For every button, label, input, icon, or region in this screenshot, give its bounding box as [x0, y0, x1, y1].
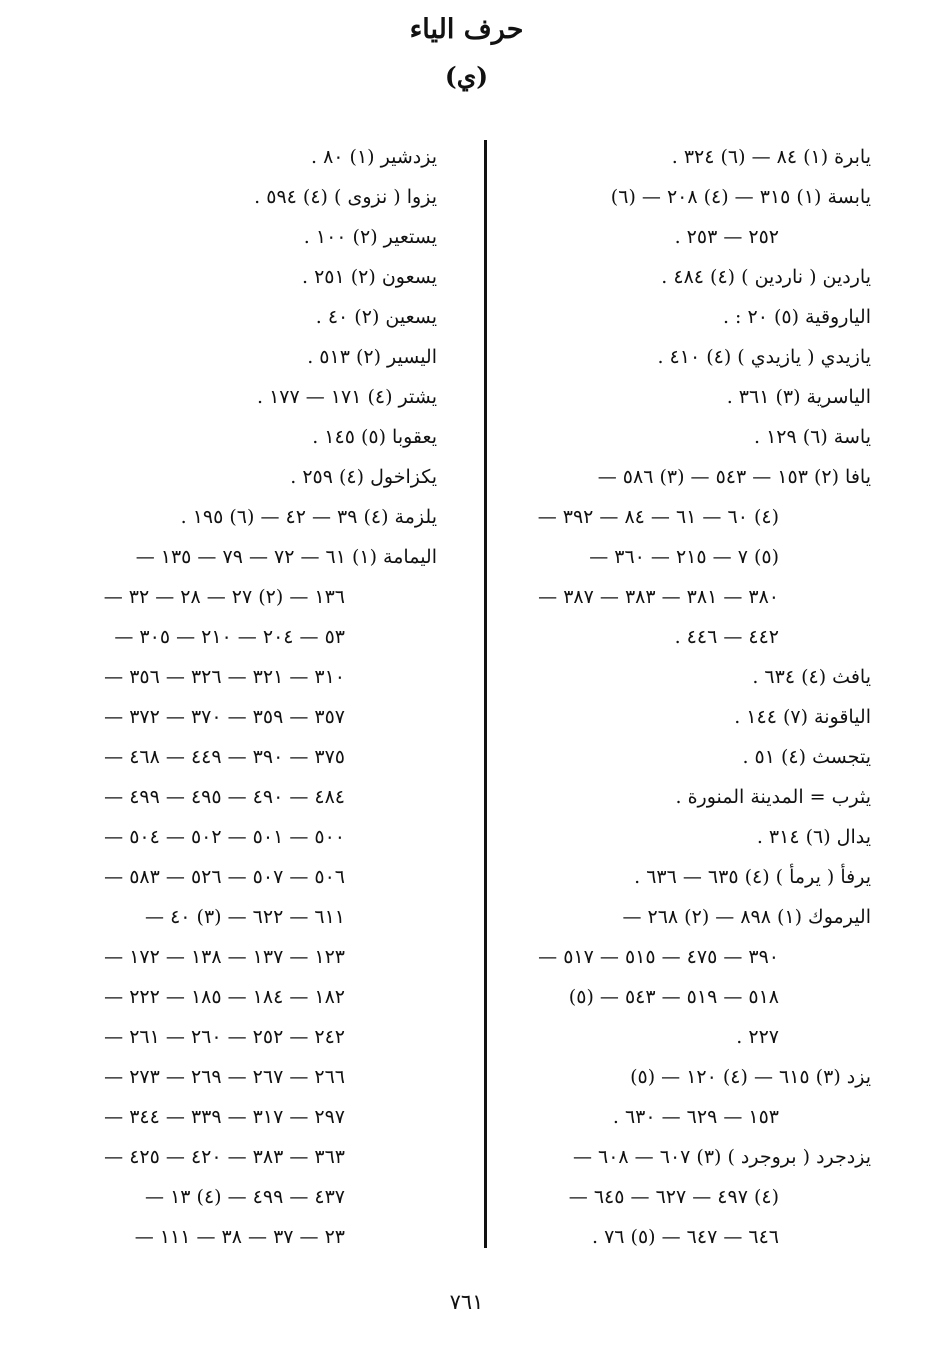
index-entry: ياردين ( ناردين ) (٤) ٤٨٤ . — [661, 266, 871, 288]
entry-continuation-line: ١٢٣ — ١٣٧ — ١٣٨ — ١٧٢ — — [104, 946, 345, 968]
entry-continuation-line: ٣٥٧ — ٣٥٩ — ٣٧٠ — ٣٧٢ — — [104, 706, 345, 728]
entry-continuation-line: ٢٦٦ — ٢٦٧ — ٢٦٩ — ٢٧٣ — — [104, 1066, 345, 1088]
entry-continuation-line: ٣١٠ — ٣٢١ — ٣٢٦ — ٣٥٦ — — [104, 666, 345, 688]
entry-continuation-line: ٣٨٠ — ٣٨١ — ٣٨٣ — ٣٨٧ — — [538, 586, 779, 608]
entry-continuation-line: (٥) ٧ — ٢١٥ — ٣٦٠ — — [589, 546, 779, 568]
section-title: حرف الياء — [409, 14, 524, 45]
entry-continuation-line: (٤) ٦٠ — ٦١ — ٨٤ — ٣٩٢ — — [537, 506, 779, 528]
section-letter: (ي) — [444, 62, 489, 91]
index-entry: يثرب = المدينة المنورة . — [675, 786, 871, 808]
index-entry: يشتر (٤) ١٧١ — ١٧٧ . — [256, 386, 437, 408]
index-entry: يتجسث (٤) ٥١ . — [742, 746, 871, 768]
index-entry: الياسرية (٣) ٣٦١ . — [726, 386, 871, 408]
index-entry: يافا (٢) ١٥٣ — ٥٤٣ — (٣) ٥٨٦ — — [597, 466, 871, 488]
entry-continuation-line: ٣٦٣ — ٣٨٣ — ٤٢٠ — ٤٢٥ — — [104, 1146, 345, 1168]
entry-continuation-line: (٤) ٤٩٧ — ٦٢٧ — ٦٤٥ — — [568, 1186, 779, 1208]
index-entry: يلزمة (٤) ٣٩ — ٤٢ — (٦) ١٩٥ . — [180, 506, 437, 528]
index-entry: يزدجرد ( بروجرد ) (٣) ٦٠٧ — ٦٠٨ — — [572, 1146, 871, 1168]
index-entry: الياقونة (٧) ١٤٤ . — [734, 706, 871, 728]
entry-continuation-line: ٥٣ — ٢٠٤ — ٢١٠ — ٣٠٥ — — [114, 626, 345, 648]
index-entry: يكزاخول (٤) ٢٥٩ . — [290, 466, 437, 488]
index-entry: اليمامة (١) ٦١ — ٧٢ — ٧٩ — ١٣٥ — — [135, 546, 437, 568]
entry-continuation-line: ٢٥٢ — ٢٥٣ . — [674, 226, 779, 248]
column-divider — [484, 140, 487, 1248]
entry-continuation-line: ٤٤٢ — ٤٤٦ . — [674, 626, 779, 648]
left-column — [17, 137, 437, 1252]
index-entry: الياروقية (٥) ٢٠ : . — [722, 306, 871, 328]
entry-continuation-line: ٥١٨ — ٥١٩ — ٥٤٣ — (٥) — [568, 986, 779, 1008]
index-entry: يسعين (٢) ٤٠ . — [315, 306, 437, 328]
index-entry: يافث (٤) ٦٣٤ . — [752, 666, 871, 688]
entry-continuation-line: ٢٤٢ — ٢٥٢ — ٢٦٠ — ٢٦١ — — [104, 1026, 345, 1048]
index-entry: اليسير (٢) ٥١٣ . — [307, 346, 437, 368]
entry-continuation-line: ٥٠٠ — ٥٠١ — ٥٠٢ — ٥٠٤ — — [104, 826, 345, 848]
index-entry: يزوا ( نزوى ) (٤) ٥٩٤ . — [254, 186, 437, 208]
entry-continuation-line: ٢٣ — ٣٧ — ٣٨ — ١١١ — — [134, 1226, 345, 1248]
entry-continuation-line: ٤٣٧ — ٤٩٩ — (٤) ١٣ — — [145, 1186, 345, 1208]
index-entry: يزد (٣) ٦١٥ — (٤) ١٢٠ — (٥) — [630, 1066, 871, 1088]
entry-continuation-line: ١٣٦ — (٢) ٢٧ — ٢٨ — ٣٢ — — [103, 586, 345, 608]
entry-continuation-line: ٢٩٧ — ٣١٧ — ٣٣٩ — ٣٤٤ — — [104, 1106, 345, 1128]
entry-continuation-line: ٤٨٤ — ٤٩٠ — ٤٩٥ — ٤٩٩ — — [104, 786, 345, 808]
entry-continuation-line: ٥٠٦ — ٥٠٧ — ٥٢٦ — ٥٨٣ — — [104, 866, 345, 888]
index-entry: يابسة (١) ٣١٥ — (٤) ٢٠٨ — (٦) — [610, 186, 871, 208]
right-column — [471, 137, 871, 1252]
index-entry: يرفأ ( يرمأ ) (٤) ٦٣٥ — ٦٣٦ . — [634, 866, 871, 888]
entry-continuation-line: ٢٢٧ . — [736, 1026, 779, 1048]
page-number: ٧٦١ — [449, 1290, 484, 1314]
index-entry: يازيدي ( يازيدي ) (٤) ٤١٠ . — [657, 346, 871, 368]
index-entry: يسعون (٢) ٢٥١ . — [301, 266, 437, 288]
index-entry: يابرة (١) ٨٤ — (٦) ٣٢٤ . — [671, 146, 871, 168]
index-entry: يدال (٦) ٣١٤ . — [756, 826, 871, 848]
entry-continuation-line: ٣٩٠ — ٤٧٥ — ٥١٥ — ٥١٧ — — [538, 946, 779, 968]
entry-continuation-line: ٣٧٥ — ٣٩٠ — ٤٤٩ — ٤٦٨ — — [104, 746, 345, 768]
index-entry: يستعير (٢) ١٠٠ . — [303, 226, 437, 248]
index-entry: يزدشير (١) ٨٠ . — [310, 146, 437, 168]
entry-continuation-line: ٦١١ — ٦٢٢ — (٣) ٤٠ — — [145, 906, 345, 928]
entry-continuation-line: ١٥٣ — ٦٢٩ — ٦٣٠ . — [612, 1106, 779, 1128]
index-entry: ياسة (٦) ١٢٩ . — [753, 426, 871, 448]
index-entry: اليرموك (١) ٨٩٨ — (٢) ٢٦٨ — — [622, 906, 871, 928]
entry-continuation-line: ٦٤٦ — ٦٤٧ — (٥) ٧٦ . — [591, 1226, 779, 1248]
index-entry: يعقوبا (٥) ١٤٥ . — [312, 426, 437, 448]
entry-continuation-line: ١٨٢ — ١٨٤ — ١٨٥ — ٢٢٢ — — [104, 986, 345, 1008]
